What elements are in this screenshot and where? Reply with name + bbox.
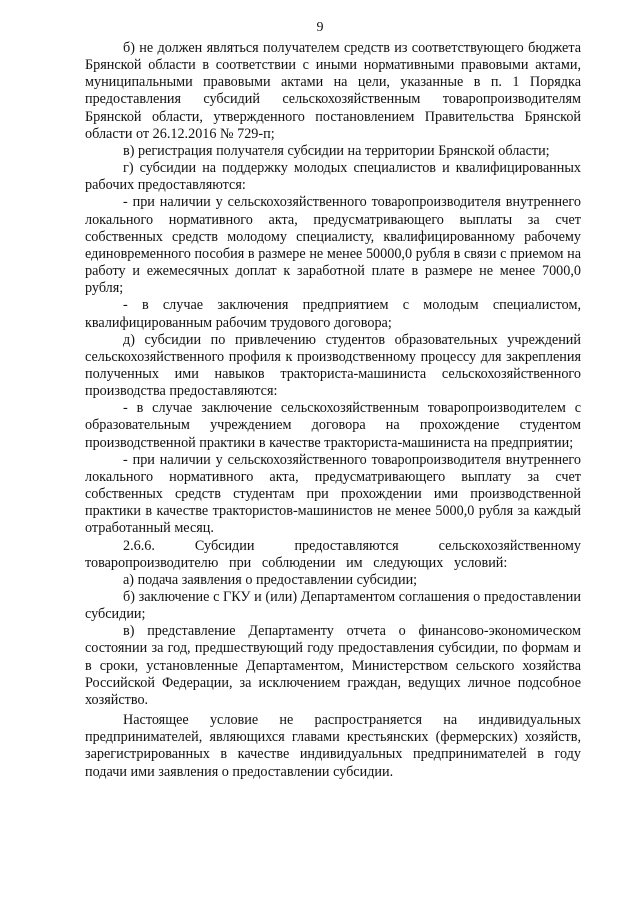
condition-v-report: в) представление Департаменту отчета о финансово-экономическом состоянии за год, предшествующий году предоставления субсидии, по формам и в сроки, установленные Департаментом, Министерством сельского хозяйства Российской Федерации, за исключением граждан, ведущих личное подсобное хозяйство. — [85, 623, 581, 708]
condition-b-agreement: б) заключение с ГКУ и (или) Департаментом соглашения о предоставлении субсидии; — [85, 589, 581, 623]
section-2-6-6: 2.6.6. Субсидии предоставляются сельскохозяйственному товаропроизводителю при соблюдении им следующих условий: — [85, 537, 581, 571]
paragraph-v-registration: в) регистрация получателя субсидии на территории Брянской области; — [123, 142, 550, 159]
paragraph-exception: Настоящее условие не распространяется на индивидуальных предпринимателей, являющихся главами крестьянских (фермерских) хозяйств, зарегистрированных в качестве индивидуальных предпринимателей в году подачи ими заявления о предоставлении субсидии. — [85, 712, 581, 780]
page-number: 9 — [316, 20, 324, 35]
condition-a-application: а) подача заявления о предоставлении субсидии; — [123, 571, 418, 588]
document-body — [85, 40, 581, 781]
list-item-student-payments: - при наличии у сельскохозяйственного товаропроизводителя внутреннего локального нормативного акта, предусматривающего выплату за счет собственных средств студентам при прохождении ими производственной практики в качестве трактористов-машинистов не менее 5000,0 рубля за каждый отработанный месяц. — [85, 451, 581, 537]
paragraph-d-students: д) субсидии по привлечению студентов образовательных учреждений сельскохозяйственного профиля к производственному процессу для закрепления полученных ими навыков тракториста-машиниста сельскохозяйственного производства предоставляются: — [85, 331, 581, 400]
list-item-local-act-payments: - при наличии у сельскохозяйственного товаропроизводителя внутреннего локального нормативного акта, предусматривающего выплаты за счет собственных средств молодому специалисту, квалифицированному рабочему единовременного пособия в размере не менее 50000,0 рубля в связи с приемом на работу и ежемесячных доплат к заработной плате в размере не менее 7000,0 рубля; — [85, 194, 581, 297]
list-item-labor-contract: - в случае заключения предприятием с молодым специалистом, квалифицированным рабочим трудового договора; — [85, 297, 581, 331]
list-item-internship-contract: - в случае заключение сельскохозяйственным товаропроизводителем с образовательным учреждением договора на прохождение студентом производственной практики в качестве тракториста-машиниста на предприятии; — [85, 400, 581, 451]
paragraph-g-young-specialists: г) субсидии на поддержку молодых специалистов и квалифицированных рабочих предоставляются: — [85, 160, 581, 194]
paragraph-b-not-recipient: б) не должен являться получателем средств из соответствующего бюджета Брянской области в соответствии с иными нормативными правовыми актами, муниципальными правовыми актами на цели, указанные в п. 1 Порядка предоставления субсидий сельскохозяйственным товаропроизводителям Брянской области, утвержденного постановлением Правительства Брянской области от 26.12.2016 № 729-п; — [85, 40, 581, 142]
